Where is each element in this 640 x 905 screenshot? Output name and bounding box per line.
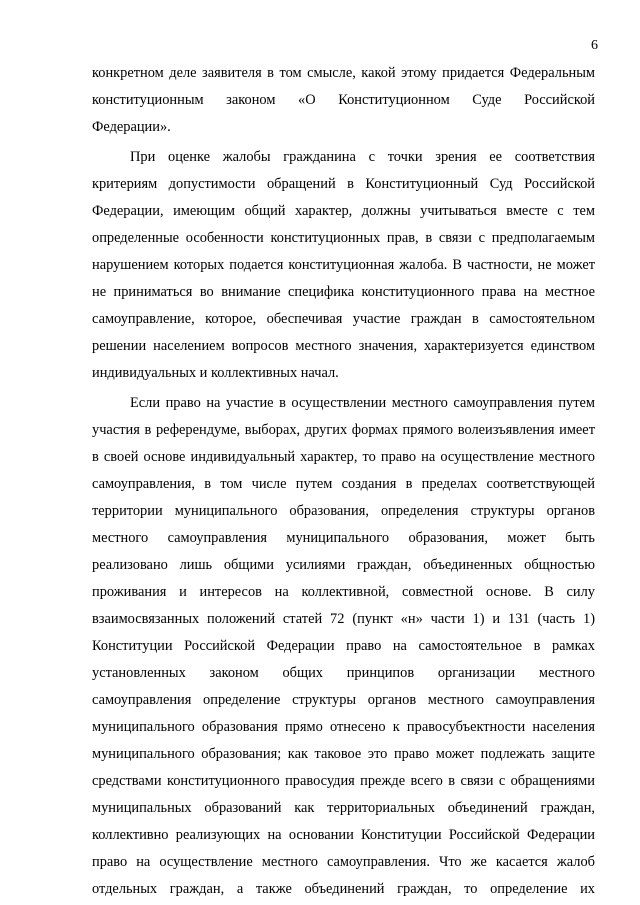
text-line: индивидуальных и коллективных начал. [92,365,339,381]
text-line: конкретном деле заявителя в том смысле, какой этому придается Федеральным [92,65,595,81]
text-line: самоуправления, в том числе путем создания в пределах соответствующей [92,476,595,492]
text-line: решении населением вопросов местного значения, характеризуется единством [92,338,595,354]
paragraph-2 [92,144,595,387]
text-line: участия в референдуме, выборах, других формах прямого волеизъявления имеет [92,422,595,438]
text-line: критериям допустимости обращений в Конституционный Суд Российской [92,176,595,192]
text-line: установленных законом общих принципов организации местного [92,665,595,681]
text-line: территории муниципального образования, определения структуры органов [92,503,595,519]
document-body [92,60,595,903]
page-number: 6 [591,38,598,53]
text-line: Федерации, имеющим общий характер, должны учитываться вместе с тем [92,203,595,219]
paragraph-1 [92,60,595,141]
text-line: определенные особенности конституционных прав, в связи с предполагаемым [92,230,595,246]
paragraph-3 [92,390,595,903]
text-line: конституционным законом «О Конституционном Суде Российской [92,92,595,108]
text-line: муниципальных образований как территориальных объединений граждан, [92,800,595,816]
text-line: нарушением которых подается конституционная жалоба. В частности, не может [92,257,595,273]
text-line: коллективно реализующих на основании Конституции Российской Федерации [92,827,595,843]
text-line: Конституции Российской Федерации право на самостоятельное в рамках [92,638,595,654]
text-line: самоуправления определение структуры органов местного самоуправления [92,692,595,708]
text-line: муниципального образования; как таковое это право может подлежать защите [92,746,595,762]
text-line: не приниматься во внимание специфика конституционного права на местное [92,284,595,300]
text-line: Федерации». [92,119,171,135]
text-line: право на осуществление местного самоуправления. Что же касается жалоб [92,854,595,870]
text-line: самоуправление, которое, обеспечивая участие граждан в самостоятельном [92,311,595,327]
text-line: Если право на участие в осуществлении местного самоуправления путем [130,395,595,411]
text-line: местного самоуправления муниципального образования, может быть [92,530,595,546]
text-line: отдельных граждан, а также объединений граждан, то определение их [92,881,595,897]
text-line: реализовано лишь общими усилиями граждан, объединенных общностью [92,557,595,573]
text-line: взаимосвязанных положений статей 72 (пункт «н» части 1) и 131 (часть 1) [92,611,595,627]
text-line: в своей основе индивидуальный характер, то право на осуществление местного [92,449,595,465]
text-line: средствами конституционного правосудия прежде всего в связи с обращениями [92,773,595,789]
text-line: муниципального образования прямо отнесено к правосубъектности населения [92,719,595,735]
text-line: При оценке жалобы гражданина с точки зрения ее соответствия [130,149,595,165]
text-line: проживания и интересов на коллективной, совместной основе. В силу [92,584,595,600]
